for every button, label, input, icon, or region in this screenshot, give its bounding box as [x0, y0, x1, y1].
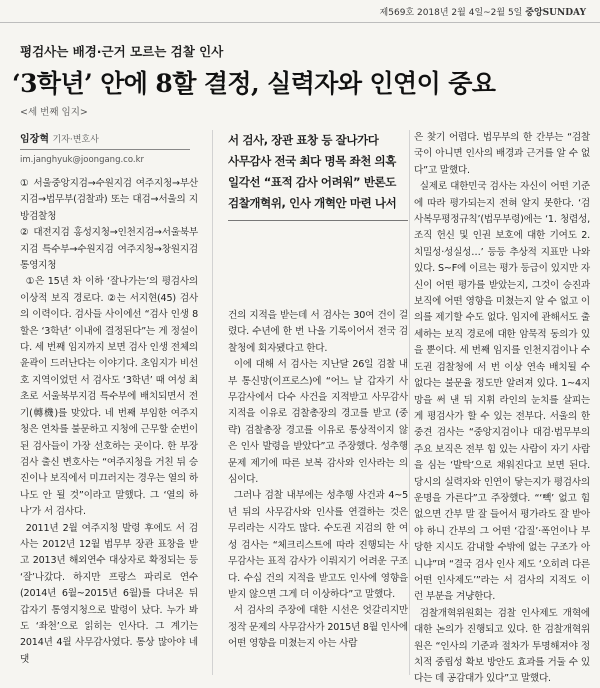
- paragraph: 2011년 2월 여주지청 발령 후에도 서 검사는 2012년 12월 법무부 장관 표창을 받고 2013년 해외연수 대상자로 확정되는 등 ‘잘’나갔다. 하지만 프랑스 파리로 연수(2014년 6월~2015년 6월)를 다녀온 뒤 갑자기 통영지청으로 발령이 났다. 누가 봐도 ‘좌천’으로 읽히는 인사다. 그 계기는 2014년 4월 사무감사였다. 통상 많아야 네댓: [20, 522, 198, 665]
- subheadline-box: [228, 130, 408, 221]
- article-column-3: [414, 130, 590, 688]
- column-divider: [409, 130, 410, 675]
- brand-logo: 중앙SUNDAY: [525, 8, 586, 18]
- issue-date: 제569호 2018년 2월 4일~2월 5일: [379, 8, 523, 18]
- paragraph: 건의 지적을 받는데 서 검사는 30여 건이 걸렸다. 수년에 한 번 나올 기록이어서 전국 검찰청에 회자됐다고 한다.: [228, 310, 408, 354]
- byline: [20, 130, 190, 165]
- paragraph: 서 검사의 주장에 대한 시선은 엇갈리지만 정작 문제의 사무감사가 2015년 8월 인사에 어떤 영향을 미쳤는지 아는 사람: [228, 605, 408, 650]
- paragraph: 실제로 대한민국 검사는 자신이 어떤 기준에 따라 평가되는지 전혀 알지 못한다. ‘검사복무평정규칙’(법무부령)에는 ‘1. 청렴성, 조직 헌신 및 인권 보호에 대한 기여도 2. 치밀성·성실성…’ 등등 추상적 지표만 나와 있다. S~F에 이르는 평가 등급이 있지만 자신이 어떤 평가를 받았는지, 그것이 승진과 보직에 어떤 영향을 미쳤는지 알 수 없고 이의를 제기할 수도 없다. 임지에 관해서도 출세하는 보직 경로에 대한 암묵적 동의가 있을 뿐이다. 세 번째 임지를 인천지검이나 수도권 검찰청에 서 번 이상 연속 배치될 수 없다는 불문율 정도만 알려져 있다. 1~4지망을 써 낸 뒤 지휘 라인의 눈치를 살피는 게 평검사가 할 수 있는 전부다. 서울의 한 중견 검사는 “중앙지검이나 대검·법무부의 주요 보직은 전부 힘 있는 사람이 자기 사람을 심는 ‘발탁’으로 채워진다고 보면 된다. 당시의 실력자와 인연이 닿는지가 평검사의 운명을 가른다”고 주장했다. “‘빽’ 없고 힘 없으면 간부 말 잘 들어서 평가라도 잘 받아야 하니 간부의 그 어떤 ‘갑질’·폭언이나 부당한 지시도 감내할 수밖에 없는 구조가 아니냐”며 “결국 검사 인사 제도 ‘오히려 다른 어떤 인사제도’”라는 서 검사의 지적도 이런 부분을 겨냥한다.: [414, 181, 590, 603]
- subheadline-divider: [228, 220, 408, 221]
- author-line: [20, 130, 190, 145]
- author-email[interactable]: im.janghyuk@joongang.co.kr: [20, 155, 145, 165]
- paragraph: 그러나 검찰 내부에는 성추행 사건과 4~5년 뒤의 사무감사와 인사를 연결하는 것은 무리라는 시각도 많다. 수도권 지검의 한 여성 검사는 “체크리스트에 따라 진행되는 사무감사는 표적 감사가 이뤄지기 어려운 구조다. 수십 건의 지적을 받고도 인사에 영향을 받지 않으면 그게 더 이상하다”고 말했다.: [228, 490, 408, 600]
- column-divider: [212, 130, 213, 675]
- byline-divider: [20, 149, 190, 150]
- issue-info: [380, 5, 586, 18]
- article-column-1: [20, 176, 198, 668]
- headline: ‘3학년’ 안에 8할 결정, 실력자와 인연이 중요: [12, 69, 496, 98]
- series-label: <세 번째 임지>: [20, 107, 88, 118]
- paragraph: ② 대전지검 홍성지청→인천지검→서울북부지검 특수부→수원지검 여주지청→창원지검 통영지청: [20, 227, 198, 272]
- subheadline: 사무감사 전국 최다 명목 좌천 의혹: [228, 154, 396, 168]
- paragraph: 이에 대해 서 검사는 지난달 26일 검찰 내부 통신망(이프로스)에 “어느 날 갑자기 사무감사에서 다수 사건을 지적받고 사무감사 지적을 이유로 검찰총장의 경고를 받고 (중략) 검찰총장 경고를 이유로 통상적이지 않은 인사 발령을 받았다”고 주장했다. 성추행 문제 제기에 따른 보복 감사와 인사라는 의심이다.: [228, 359, 408, 486]
- subheadline: 일각선 “표적 감사 어려워” 반론도: [228, 175, 396, 189]
- subheadline: 서 검사, 장관 표창 등 잘나가다: [228, 133, 379, 147]
- author-role: 기자·변호사: [52, 135, 99, 145]
- paragraph: 검찰개혁위원회는 검찰 인사제도 개혁에 대한 논의가 진행되고 있다. 한 검찰개혁위원은 “인사의 기준과 절차가 투명해져야 정치적 중립성 확보 방안도 효과를 거둘 수 있다는 데 공감대가 있다”고 말했다.: [414, 607, 590, 685]
- newspaper-header: [0, 0, 600, 23]
- article-column-2: [228, 308, 408, 653]
- paragraph: 은 찾기 어렵다. 법무부의 한 간부는 “검찰국이 아니면 인사의 배경과 근거를 알 수 없다”고 말했다.: [414, 132, 590, 176]
- paragraph: ①은 15년 차 이하 ‘잘나가는’의 평검사의 이상적 보직 경로다. ②는 서지현(45) 검사의 이력이다. 검사들 사이에선 “검사 인생 8할은 ‘3학년’ 이내에 결정된다”는 게 정설이다. 세 번째 임지까지 보면 검사 인생 전체의 윤곽이 드러난다는 이야기다. 초임지가 비선호 지역이었던 서 검사도 ‘3학년’ 때 여성 최초로 서울북부지검 특수부에 배치되면서 전기(轉機)를 맞았다. 네 번째 부임한 여주지청은 연차를 불문하고 지청에 근무할 순번이 된 검사들이 가장 선호하는 곳이다. 한 부장 검사 출신 변호사는 “여주지청을 거친 뒤 승진이나 보직에서 미끄러지는 경우는 열의 하나도 안 될 것”이라고 말했다. 그 ‘열의 하나’가 서 검사다.: [20, 276, 198, 518]
- subheadline: 검찰개혁위, 인사 개혁안 마련 나서: [228, 196, 397, 210]
- kicker: 평검사는 배경·근거 모르는 검찰 인사: [20, 44, 224, 59]
- paragraph: ① 서울중앙지검→수원지검 여주지청→부산지검→법무부(검찰과) 또는 대검→서울의 지방검찰청: [20, 178, 198, 222]
- author-name: 임장혁: [20, 134, 49, 145]
